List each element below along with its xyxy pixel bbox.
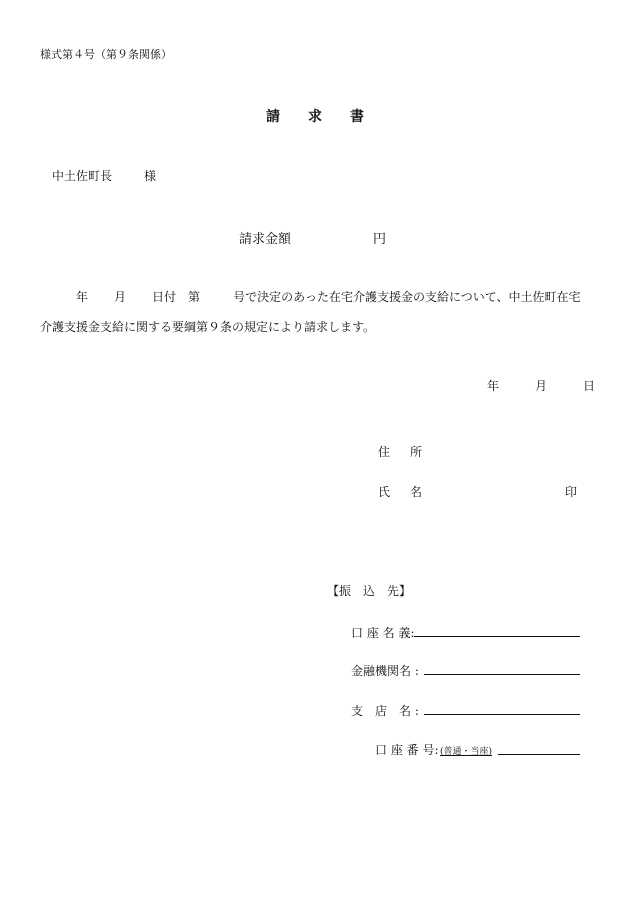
name-label-char: 氏 <box>378 485 391 499</box>
institution-label: 金融機関名 : <box>351 664 419 678</box>
date-year: 年 <box>487 379 500 393</box>
date-month: 月 <box>535 379 548 393</box>
title-char: 請 <box>266 109 280 125</box>
title-char: 求 <box>308 109 322 125</box>
body-text-line-1 <box>76 288 580 305</box>
recipient: 中土佐町長 <box>52 169 113 183</box>
decision-month: 月 <box>114 290 127 304</box>
name-label-char: 名 <box>410 485 423 499</box>
account-holder-label: 口 座 名 義: <box>351 626 415 640</box>
branch-label: 支 店 名 : <box>351 704 419 718</box>
request-date <box>487 377 595 394</box>
address-label-char: 所 <box>410 445 423 459</box>
account-holder-field[interactable] <box>414 636 580 637</box>
form-number: 様式第４号（第９条関係） <box>40 48 172 61</box>
address-label <box>378 443 422 460</box>
account-number-field[interactable] <box>498 754 580 755</box>
addressee <box>52 167 156 184</box>
institution-field[interactable] <box>424 674 580 675</box>
address-label-char: 住 <box>378 445 391 459</box>
amount-unit: 円 <box>373 232 387 247</box>
decision-number-prefix: 第 <box>188 290 201 304</box>
account-type: (普通・当座) <box>440 747 493 757</box>
amount-label: 請求金額 <box>239 232 292 247</box>
bank-transfer-heading: 【振 込 先】 <box>327 584 412 598</box>
body-text-continuation: 号で決定のあった在宅介護支援金の支給について、中土佐町在宅 <box>233 290 581 304</box>
decision-day: 日付 <box>152 290 177 304</box>
branch-field[interactable] <box>424 714 580 715</box>
account-number-label: 口 座 番 号: <box>375 743 439 757</box>
title-char: 書 <box>350 109 364 125</box>
body-text-line-2: 介護支援金支給に関する要綱第９条の規定により請求します。 <box>40 320 376 334</box>
decision-year: 年 <box>76 290 89 304</box>
seal-mark: 印 <box>565 485 578 499</box>
honorific: 様 <box>144 169 157 183</box>
name-label <box>378 483 422 500</box>
date-day: 日 <box>583 379 596 393</box>
document-title <box>0 106 630 126</box>
